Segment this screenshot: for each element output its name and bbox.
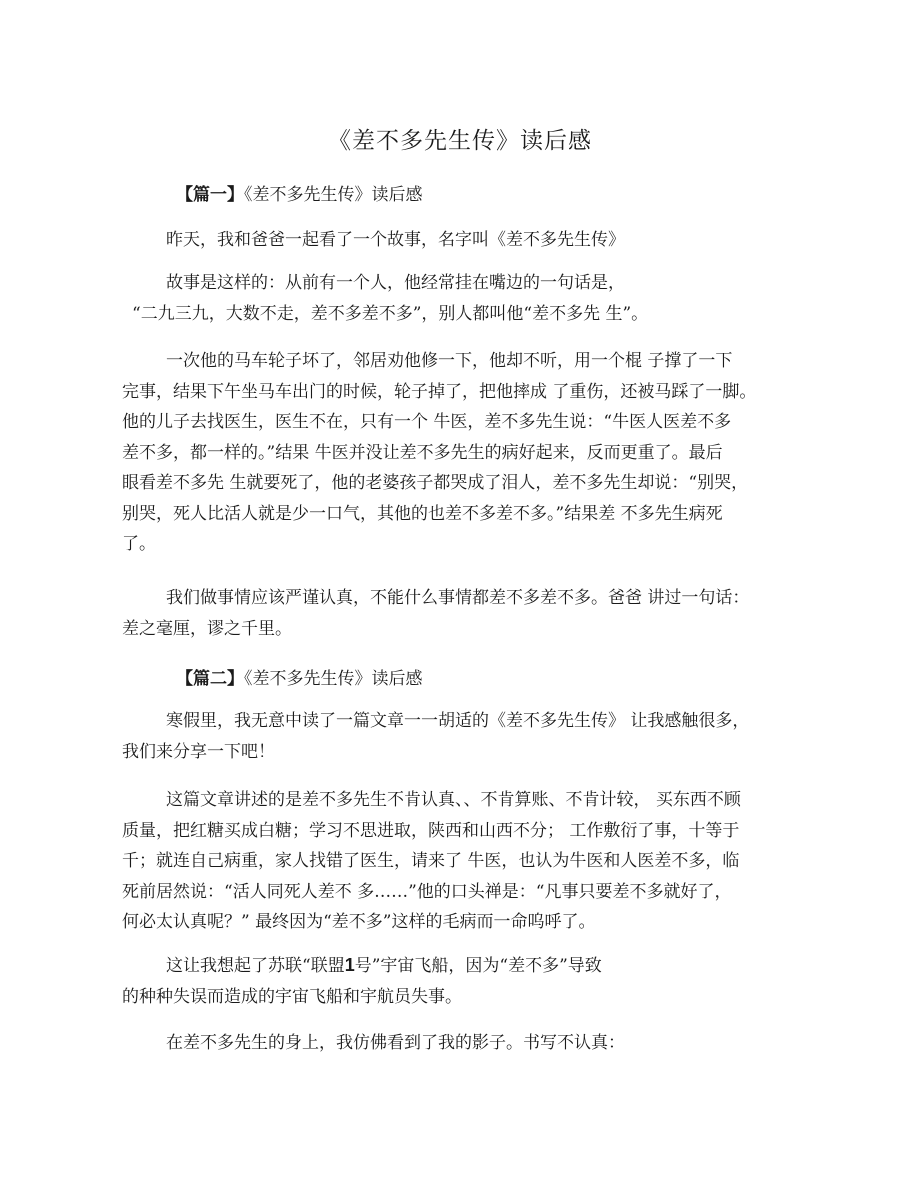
paragraph-6-line-3: 千；就连自己病重，家人找错了医生，请来了 牛医，也认为牛医和人医差不多，临 [122,851,740,871]
section-heading-1 [176,180,423,205]
paragraph-7-line-1b: 号”宇宙飞船，因为“差不多”导致 [354,956,602,976]
paragraph-3-line-2: 完事，结果下午坐马车出门的时候，轮子掉了，把他摔成 了重伤，还被马踩了一脚。 [122,381,757,402]
paragraph-3-line-7: 了。 [122,534,156,554]
paragraph-1 [122,225,802,256]
paragraph-7 [122,950,802,1012]
paragraph-7-number: 1 [344,955,355,975]
paragraph-1-line: 昨天，我和爸爸一起看了一个故事，名字叫《差不多先生传》 [166,230,625,250]
section-heading-2 [176,664,423,689]
section-label-1: 【篇一】 [176,185,244,205]
section-title-1: 《差不多先生传》读后感 [244,185,423,205]
paragraph-4 [122,583,802,644]
paragraph-6-line-5: 何必太认真呢？” 最终因为“差不多”这样的毛病而一命呜呼了。 [122,912,596,932]
paragraph-2-line-2: “二九三九，大数不走，差不多差不多”，别人都叫他“差不多先 生”。 [132,303,649,324]
paragraph-8-line-1: 在差不多先生的身上，我仿佛看到了我的影子。书写不认真： [166,1033,625,1053]
paragraph-5 [122,706,802,767]
paragraph-8 [122,1028,802,1059]
paragraph-6 [122,785,802,938]
paragraph-2 [122,268,802,329]
paragraph-7-line-1a: 这让我想起了苏联“联盟 [166,956,345,976]
section-title-2: 《差不多先生传》读后感 [244,669,423,689]
paragraph-5-line-1: 寒假里，我无意中读了一篇文章一一胡适的《差不多先生传》 让我感触很多， [166,711,750,731]
paragraph-3 [122,346,802,560]
paragraph-5-line-2: 我们来分享一下吧！ [122,741,275,762]
paragraph-4-line-1: 我们做事情应该严谨认真，不能什么事情都差不多差不多。爸爸 讲过一句话： [166,588,750,608]
section-label-2: 【篇二】 [176,669,244,689]
paragraph-3-line-4: 差不多，都一样的。”结果 牛医并没让差不多先生的病好起来，反而更重了。最后 [122,442,723,463]
paragraph-3-line-6: 别哭，死人比活人就是少一口气，其他的也差不多差不多。”结果差 不多先生病死 [122,503,723,524]
paragraph-3-line-3: 他的儿子去找医生，医生不在，只有一个 牛医，差不多先生说：“牛医人医差不多 [122,412,732,432]
paragraph-3-line-1: 一次他的马车轮子坏了，邻居劝他修一下，他却不听，用一个棍 子撑了一下 [166,351,733,371]
paragraph-6-line-1: 这篇文章讲述的是差不多先生不肯认真、、不肯算账、不肯计较， 买东西不顾 [166,790,741,810]
page-title: 《差不多先生传》读后感 [328,128,592,154]
paragraph-3-line-5: 眼看差不多先 生就要死了，他的老婆孩子都哭成了泪人，差不多先生却说：“别哭， [122,473,749,493]
paragraph-2-line-1: 故事是这样的：从前有一个人，他经常挂在嘴边的一句话是， [166,273,625,293]
paragraph-4-line-2: 差之毫厘，谬之千里。 [122,618,292,639]
paragraph-6-line-2: 质量，把红糖买成白糖；学习不思进取，陕西和山西不分； 工作敷衍了事，十等于 [122,820,740,841]
paragraph-7-line-2: 的种种失误而造成的宇宙飞船和宇航员失事。 [122,986,462,1007]
paragraph-6-line-4: 死前居然说：“活人同死人差不 多……”他的口头禅是：“凡事只要差不多就好了， [122,881,732,902]
